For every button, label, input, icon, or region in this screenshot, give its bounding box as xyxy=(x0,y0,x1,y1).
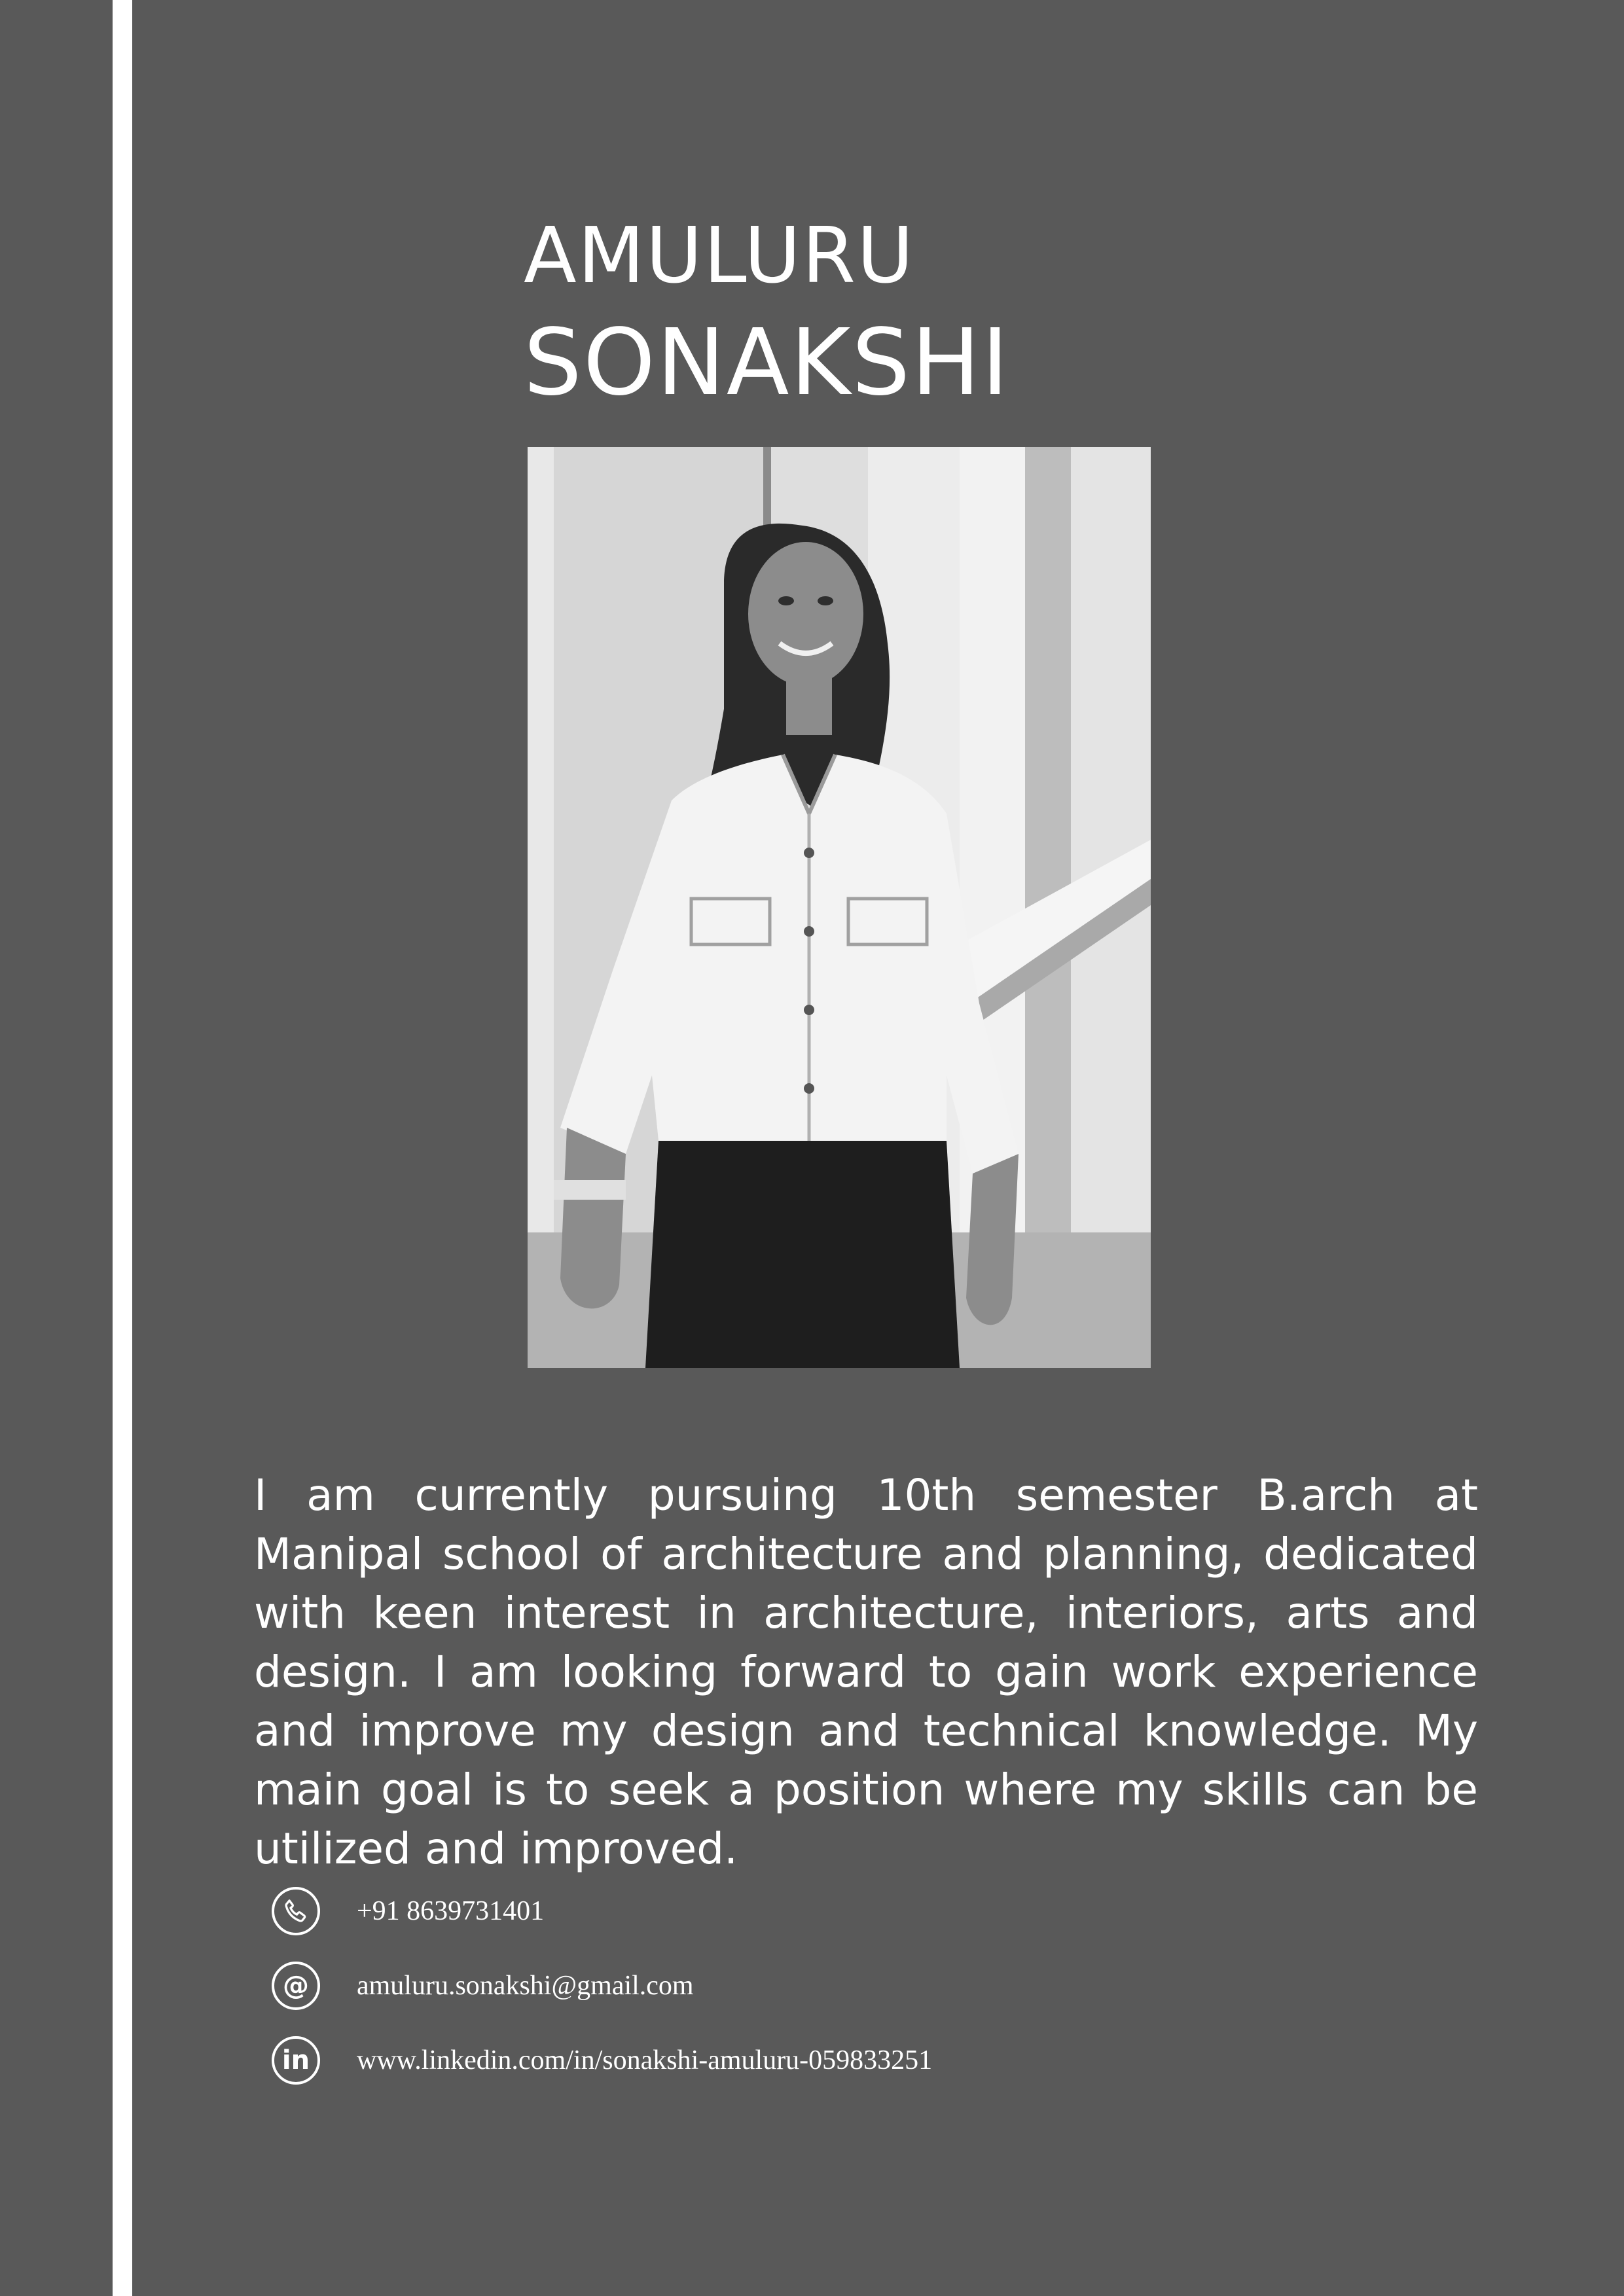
contact-list xyxy=(272,1885,1319,2109)
last-name: SONAKSHI xyxy=(524,310,1010,416)
bio-paragraph: I am currently pursuing 10th semester B.arch at Manipal school of architecture and planning, dedicated with keen interest in architecture, interiors, arts and design. I am looking forward to gain work experience and improve my design and technical knowledge. My main goal is to seek a position where my skills can be utilized and improved. xyxy=(254,1470,1478,1874)
at-icon: @ xyxy=(272,1962,320,2010)
linkedin-icon: in xyxy=(272,2036,320,2085)
vertical-white-stripe xyxy=(113,0,132,2296)
left-margin-band xyxy=(0,0,111,2296)
contact-phone xyxy=(272,1885,1319,1937)
contact-email xyxy=(272,1960,1319,2012)
contact-linkedin xyxy=(272,2034,1319,2087)
linkedin-url[interactable]: www.linkedin.com/in/sonakshi-amuluru-059833251 xyxy=(357,2045,933,2075)
phone-number[interactable]: +91 8639731401 xyxy=(357,1896,545,1926)
profile-photo xyxy=(528,447,1151,1368)
resume-name xyxy=(524,203,1010,419)
email-address[interactable]: amuluru.sonakshi@gmail.com xyxy=(357,1971,694,2001)
first-name: AMULURU xyxy=(524,210,915,300)
phone-icon xyxy=(272,1887,320,1935)
